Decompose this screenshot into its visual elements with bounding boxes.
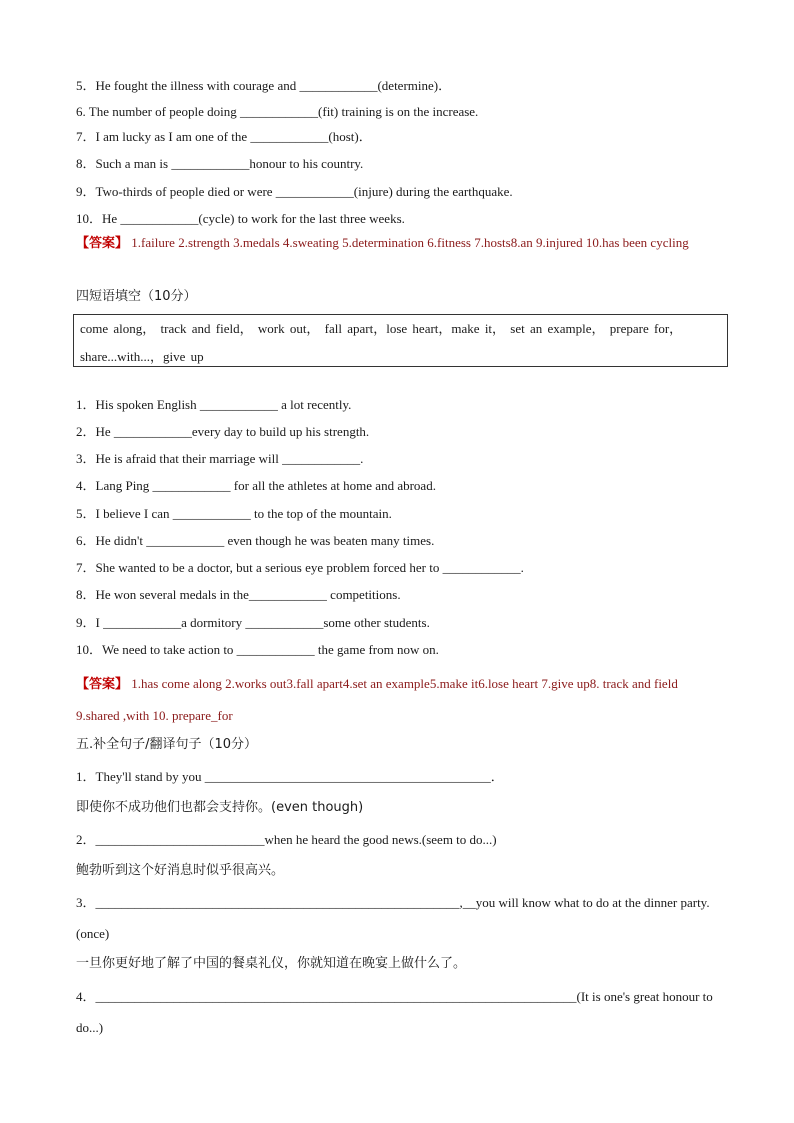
phrase-box: [73, 314, 728, 367]
exercise-item: 10．He ____________(cycle) to work for the last three weeks.: [76, 211, 405, 226]
exercise-item: 1．They'll stand by you ____________________________________________．: [76, 769, 504, 784]
exercise-item: 10．We need to take action to ____________ the game from now on.: [76, 642, 439, 657]
translation-prompt: 鲍勃听到这个好消息时似乎很高兴。: [76, 863, 285, 878]
exercise-item: 8．Such a man is ____________honour to his country.: [76, 156, 364, 171]
exercise-item: 7．I am lucky as I am one of the ____________(host)．: [76, 129, 372, 144]
answer-key: [76, 668, 718, 731]
answer-text: 1.failure 2.strength 3.medals 4.sweating 5.determination 6.fitness 7.hosts8.an 9.injured 10.has been cycling: [131, 235, 689, 250]
exercise-item: 6．He didn't ____________ even though he was beaten many times.: [76, 533, 435, 548]
translation-prompt: 一旦你更好地了解了中国的餐桌礼仪，你就知道在晚宴上做什么了。: [76, 956, 467, 971]
answer-key: [76, 230, 718, 257]
answer-tag: 【答案】: [76, 677, 129, 692]
exercise-item: 9．Two-thirds of people died or were ____________(injure) during the earthquake.: [76, 184, 513, 199]
translation-prompt: 即使你不成功他们也都会支持你。(even though): [76, 800, 364, 815]
answer-text: 1.has come along 2.works out3.fall apart4.set an example5.make it6.lose heart 7.give up8. track and field 9.shared ,with 10. prepare_for: [76, 676, 678, 723]
exercise-item: 3．He is afraid that their marriage will ____________.: [76, 451, 364, 466]
answer-tag: 【答案】: [76, 236, 129, 251]
section-heading: 四短语填空（10分）: [76, 289, 197, 304]
exercise-item: 1．His spoken English ____________ a lot recently.: [76, 397, 352, 412]
exercise-item: 2．He ____________every day to build up his strength.: [76, 424, 370, 439]
exercise-item: 6. The number of people doing ____________(fit) training is on the increase.: [76, 104, 479, 119]
exercise-item: 4．__________________________________________________________________________(It is one's great honour to do...): [76, 989, 713, 1035]
exercise-item: 3．________________________________________________________,__you will know what to do at the dinner party.(once): [76, 895, 710, 941]
exercise-item: 4．Lang Ping ____________ for all the athletes at home and abroad.: [76, 478, 436, 493]
exercise-item: 2．__________________________when he heard the good news.(seem to do...): [76, 832, 497, 847]
exercise-item: 9．I ____________a dormitory ____________some other students.: [76, 615, 430, 630]
exercise-item: 5．I believe I can ____________ to the top of the mountain.: [76, 506, 392, 521]
exercise-item: 5．He fought the illness with courage and ____________(determine)．: [76, 78, 452, 93]
exercise-item: 7．She wanted to be a doctor, but a serious eye problem forced her to ____________.: [76, 560, 524, 575]
section-heading: 五.补全句子/翻译句子（10分）: [76, 737, 258, 752]
phrase-list: come along， track and field， work out， fall apart，lose heart，make it， set an example， prepare for， share...with...，give up: [80, 321, 683, 364]
exercise-item: 8．He won several medals in the____________ competitions.: [76, 587, 401, 602]
